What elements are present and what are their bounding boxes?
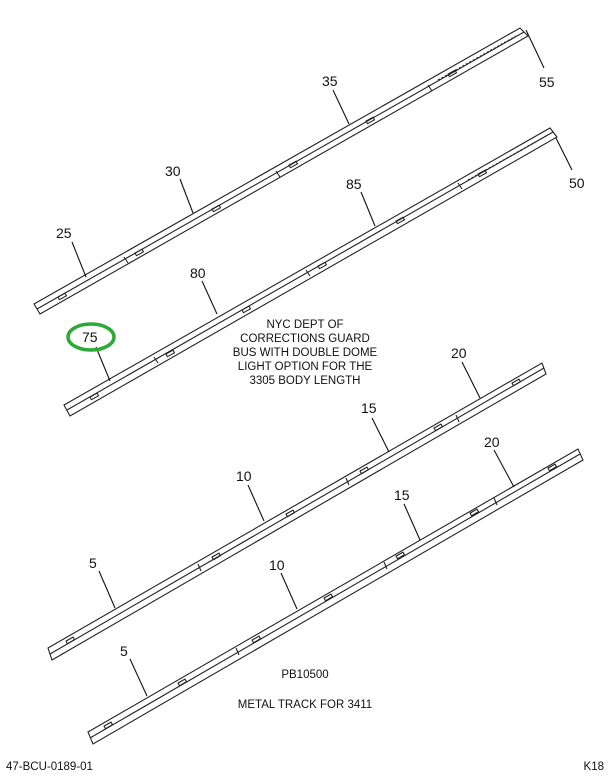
callout-80: 80 xyxy=(190,265,206,281)
callout-5-lower: 5 xyxy=(120,643,128,659)
note-line-1: NYC DEPT OF xyxy=(266,319,344,331)
callout-75: 75 xyxy=(82,329,98,345)
callout-85: 85 xyxy=(346,176,362,192)
track-label: METAL TRACK FOR 3411 xyxy=(237,699,373,711)
callout-55: 55 xyxy=(539,74,555,90)
callout-50: 50 xyxy=(569,175,585,191)
part-number: PB10500 xyxy=(281,669,329,681)
callout-5-upper: 5 xyxy=(89,555,97,571)
callout-20-lower: 20 xyxy=(484,434,500,450)
callout-35: 35 xyxy=(322,73,338,89)
rail-top xyxy=(34,28,528,314)
note-line-4: LIGHT OPTION FOR THE xyxy=(237,361,373,373)
callout-25: 25 xyxy=(56,225,72,241)
callout-15-upper: 15 xyxy=(361,400,377,416)
callout-10-upper: 10 xyxy=(236,468,252,484)
callout-20-upper: 20 xyxy=(451,345,467,361)
callout-10-lower: 10 xyxy=(269,557,285,573)
note-line-3: BUS WITH DOUBLE DOME xyxy=(232,347,378,359)
note-line-5: 3305 BODY LENGTH xyxy=(249,375,361,387)
footer-sheet-code: K18 xyxy=(583,761,604,773)
footer-drawing-id: 47-BCU-0189-01 xyxy=(6,761,93,773)
callout-15-lower: 15 xyxy=(394,487,410,503)
note-line-2: CORRECTIONS GUARD xyxy=(240,333,370,345)
callout-30: 30 xyxy=(165,163,181,179)
note-block xyxy=(233,319,378,387)
